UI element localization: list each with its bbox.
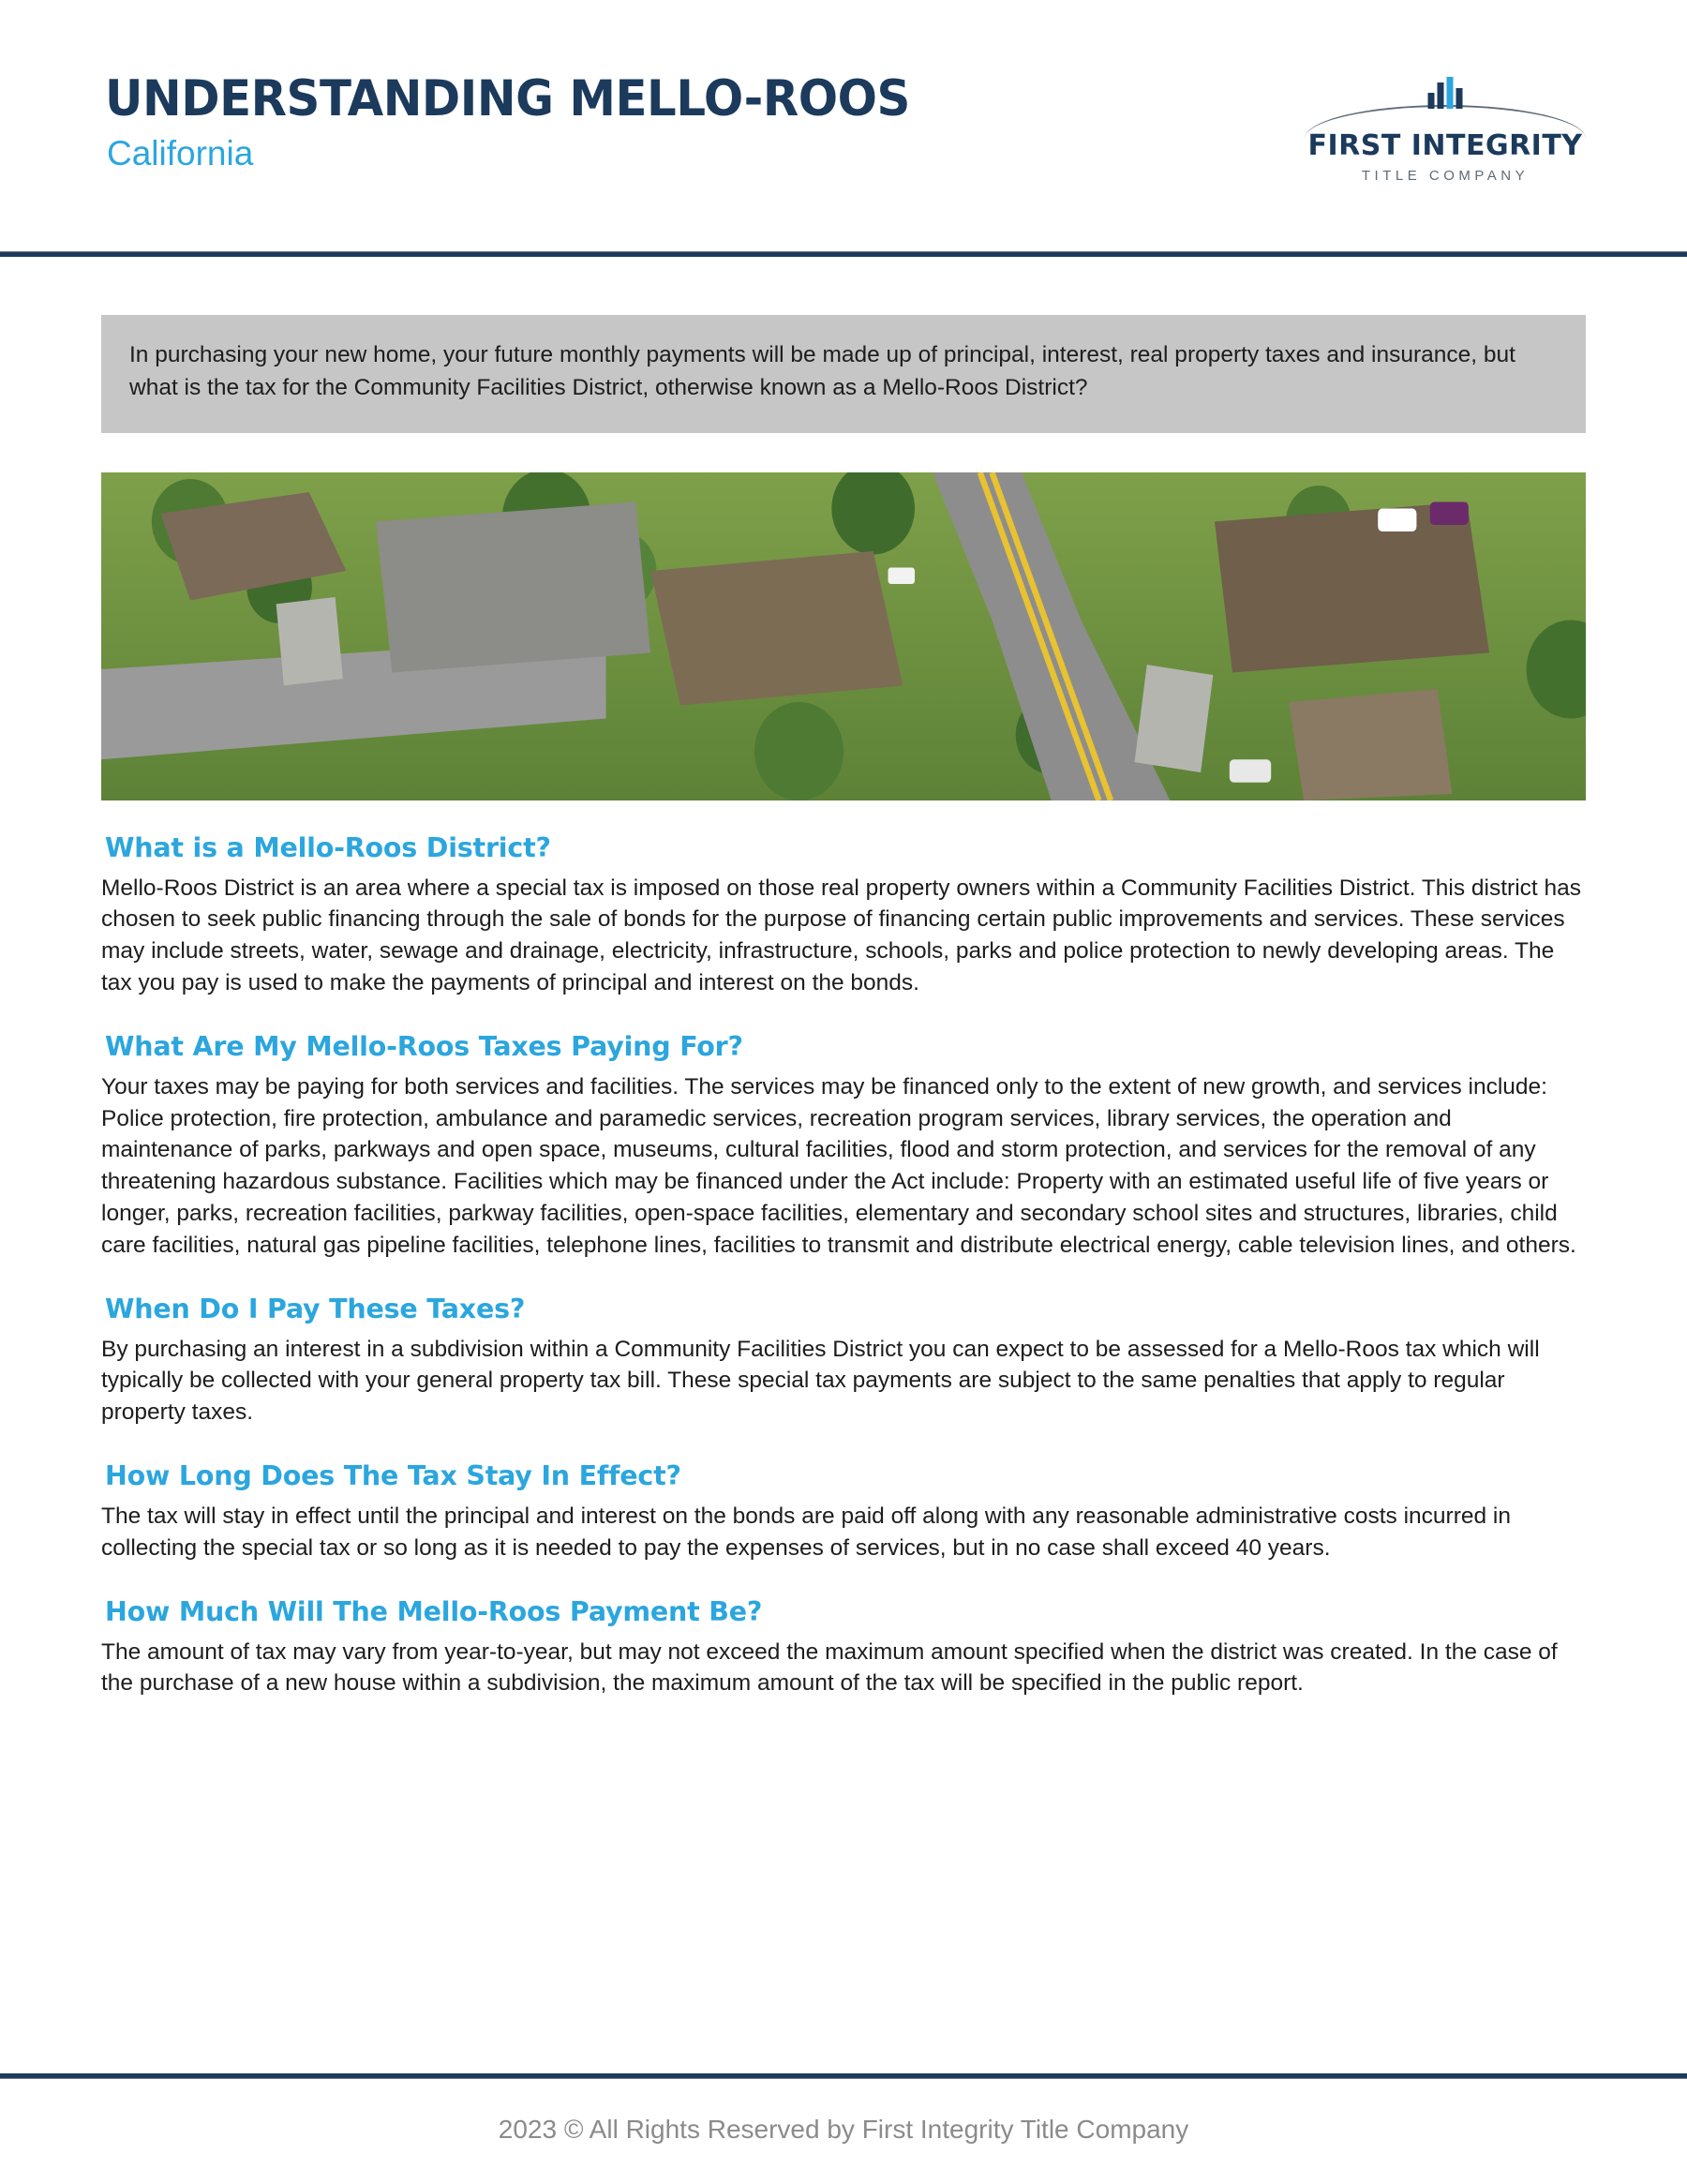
hero-photo: [101, 472, 1586, 800]
logo-buildings-icon: [1428, 77, 1463, 109]
section-what-is-mello-roos: [101, 832, 1586, 999]
section-how-long-in-effect: [101, 1460, 1586, 1564]
section-heading: What is a Mello-Roos District?: [105, 831, 551, 863]
footer-copyright: 2023 © All Rights Reserved by First Integrity Title Company: [498, 2115, 1189, 2144]
section-body: Your taxes may be paying for both services and facilities. The services may be financed only to the extent of new growth, and services include: Police protection, fire protection, ambulance and paramedic services, recreation program services, library services, the operation and maintenance of parks, parkways and open space, museums, cultural facilities, flood and storm protection, and services for the removal of any threatening hazardous substance. Facilities which may be financed under the Act include: Property with an estimated useful life of five years or longer, parks, recreation facilities, parkway facilities, open-space facilities, elementary and secondary school sites and structures, libraries, child care facilities, natural gas pipeline facilities, telephone lines, facilities to transmit and distribute electrical energy, cable television lines, and others.: [101, 1073, 1576, 1258]
header-divider: [0, 251, 1687, 257]
section-body: By purchasing an interest in a subdivision within a Community Facilities District you can expect to be assessed for a Mello-Roos tax which will typically be collected with your general property tax bill. These special tax payments are subject to the same penalties that apply to regular property taxes.: [101, 1336, 1540, 1426]
document-content: [0, 315, 1687, 1699]
section-body: The tax will stay in effect until the principal and interest on the bonds are paid off along with any reasonable administrative costs incurred in collecting the special tax or so long as it is needed to pay the expenses of services, but in no case shall exceed 40 years.: [101, 1503, 1511, 1561]
page-title: UNDERSTANDING MELLO-ROOS: [105, 70, 910, 127]
logo-arc-icon: [1305, 105, 1586, 139]
section-taxes-paying-for: [101, 1031, 1586, 1262]
title-block: [105, 70, 962, 172]
company-logo: [1295, 77, 1595, 184]
intro-callout-box: [101, 315, 1586, 433]
logo-company-tagline: TITLE COMPANY: [1361, 168, 1530, 184]
section-heading: How Much Will The Mello-Roos Payment Be?: [105, 1595, 763, 1627]
section-body: Mello-Roos District is an area where a special tax is imposed on those real property owners within a Community Facilities District. This district has chosen to seek public financing through the sale of bonds for the purpose of financing certain public improvements and services. These services may include streets, water, sewage and drainage, electricity, infrastructure, schools, parks and police protection to newly developing areas. The tax you pay is used to make the payments of principal and interest on the bonds.: [101, 875, 1582, 995]
logo-mark-icon: [1295, 77, 1595, 126]
intro-text: In purchasing your new home, your future monthly payments will be made up of principal, interest, real property taxes and insurance, but what is the tax for the Community Facilities District, otherwise known as a Mello-Roos District?: [129, 342, 1515, 400]
section-heading: How Long Does The Tax Stay In Effect?: [105, 1459, 681, 1491]
logo-company-name: FIRST INTEGRITY: [1307, 129, 1583, 162]
document-header: [0, 0, 1687, 251]
section-how-much-payment: [101, 1596, 1586, 1700]
page-subtitle: California: [107, 133, 254, 172]
section-body: The amount of tax may vary from year-to-year, but may not exceed the maximum amount specified when the district was created. In the case of the purchase of a new house within a subdivision, the maximum amount of the tax will be specified in the public report.: [101, 1638, 1558, 1697]
section-when-do-i-pay: [101, 1294, 1586, 1429]
section-heading: What Are My Mello-Roos Taxes Paying For?: [105, 1030, 743, 1062]
aerial-neighborhood-illustration: [101, 472, 1586, 800]
footer-divider: [0, 2073, 1687, 2079]
section-heading: When Do I Pay These Taxes?: [105, 1293, 526, 1324]
